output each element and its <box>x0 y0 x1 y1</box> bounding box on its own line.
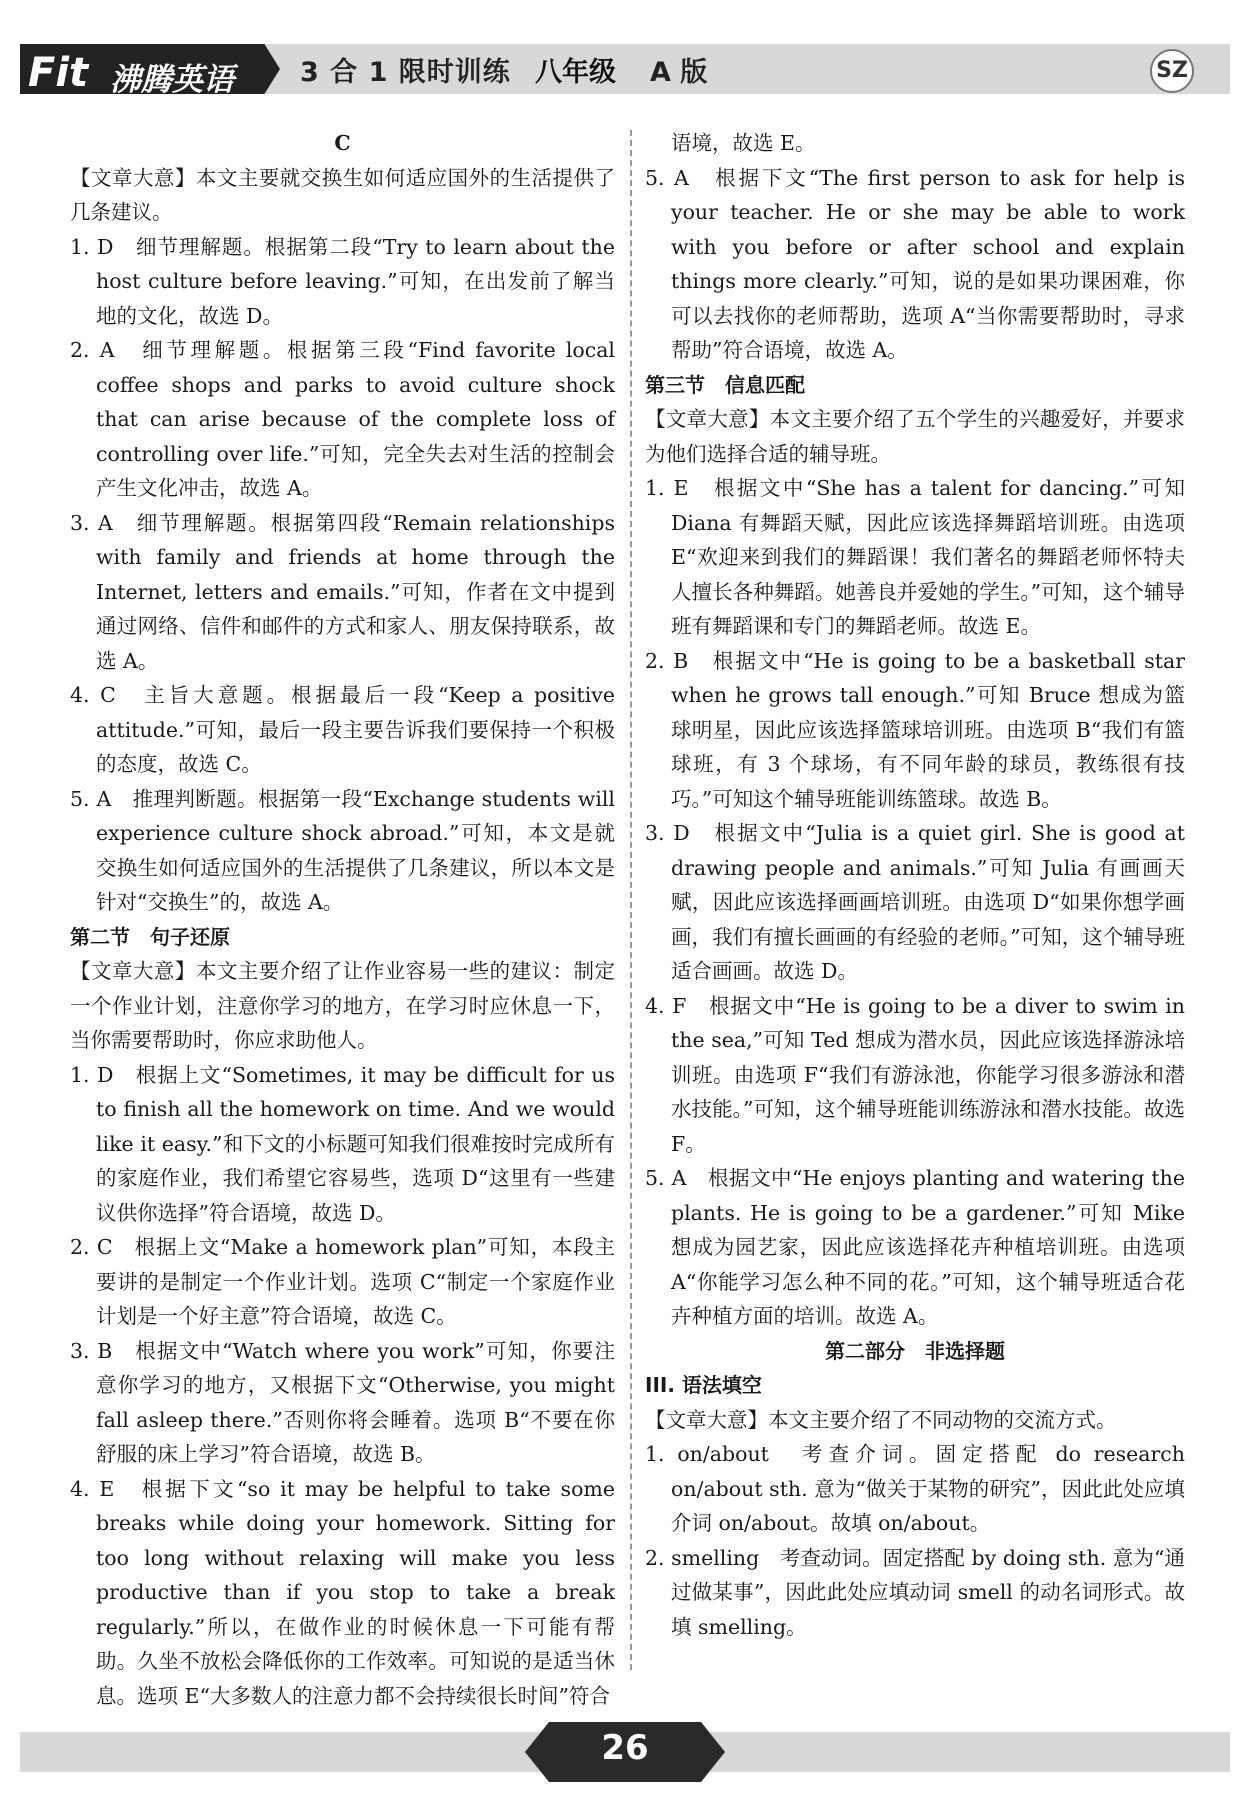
answer-s3-4: 4. F 根据文中“He is going to be a diver to swim in the sea,”可知 Ted 想成为潜水员，因此应该选择游泳培训班。由选项 F“我们有游泳池，你能学习很多游泳和潜水技能。”可知，这个辅导班能训练游泳和潜水技能。故选 F。 <box>645 993 1185 1156</box>
region-badge: SZ <box>1150 49 1194 93</box>
answer-s2-5: 5. A 根据下文“The first person to ask for help is your teacher. He or she may be able to work with you before or after school and explain things more clearly.”可知，说的是如果功课困难，你可以去找你的老师帮助，选项 A“当你需要帮助时，寻求帮助”符合语境，故选 A。 <box>645 165 1185 362</box>
answer-s2-2: 2. C 根据上文“Make a homework plan”可知，本段主要讲的是制定一个作业计划。选项 C“制定一个家庭作业计划是一个好主意”符合语境，故选 C。 <box>70 1235 615 1328</box>
header-grade: 八年级 <box>535 57 616 88</box>
summary-grammar: 【文章大意】本文主要介绍了不同动物的交流方式。 <box>645 1407 1117 1432</box>
answer-s2-1: 1. D 根据上文“Sometimes, it may be difficult for us to finish all the homework on time. And we would like it easy.”和下文的小标题可知我们很难按时完成所有的家庭作业，我们希望它容易些，选项 D“这里有一些建议供你选择”符合语境，故选 D。 <box>70 1062 615 1225</box>
section-c-heading: C <box>334 131 351 155</box>
section-3-heading: 第三节 信息匹配 <box>645 372 805 397</box>
column-divider <box>630 130 632 1670</box>
page-number: 26 <box>601 1728 649 1768</box>
answer-s3-3: 3. D 根据文中“Julia is a quiet girl. She is good at drawing people and animals.”可知 Julia 有画画天赋，因此应该选择画画培训班。由选项 D“如果你想学画画，我们有擅长画画的有经验的老师。”可知，这个辅导班适合画画。故选 D。 <box>645 821 1185 983</box>
grammar-fill-heading: III. 语法填空 <box>645 1373 762 1397</box>
answer-g1: 1. on/about 考查介词。固定搭配 do research on/about sth. 意为“做关于某物的研究”，因此此处应填介词 on/about。故填 on/about。 <box>645 1442 1185 1535</box>
left-column <box>70 126 615 1713</box>
logo-fit: Fit <box>28 50 89 96</box>
logo-brand: 沸腾英语 <box>110 62 234 98</box>
section-2-heading: 第二节 句子还原 <box>70 924 230 949</box>
right-column <box>645 126 1185 1644</box>
answer-s3-5: 5. A 根据文中“He enjoys planting and watering the plants. He is going to be a gardener.”可知 Mike 想成为园艺家，因此应该选择花卉种植培训班。由选项 A“你能学习怎么种不同的花。”可知，这个辅导班适合花卉种植方面的培训。故选 A。 <box>645 1166 1185 1328</box>
answer-s2-3: 3. B 根据文中“Watch where you work”可知，你要注意你学习的地方，又根据下文“Otherwise, you might fall asleep there.”否则你将会睡着。选项 B“不要在你舒服的床上学习”符合语境，故选 B。 <box>70 1338 615 1466</box>
answer-c4: 4. C 主旨大意题。根据最后一段“Keep a positive attitude.”可知，最后一段主要告诉我们要保持一个积极的态度，故选 C。 <box>70 683 615 776</box>
answer-s3-2: 2. B 根据文中“He is going to be a basketball star when he grows tall enough.”可知 Bruce 想成为篮球明星，因此应该选择篮球培训班。由选项 B“我们有篮球班，有 3 个球场，有不同年龄的球员，教练很有技巧。”可知这个辅导班能训练篮球。故选 B。 <box>645 648 1185 811</box>
header-version: A 版 <box>650 57 708 88</box>
answer-s3-1: 1. E 根据文中“She has a talent for dancing.”可知 Diana 有舞蹈天赋，因此应该选择舞蹈培训班。由选项 E“欢迎来到我们的舞蹈课！我们著名的舞蹈老师怀特夫人擅长各种舞蹈。她善良并爱她的学生。”可知，这个辅导班有舞蹈课和专门的舞蹈老师。故选 E。 <box>645 476 1185 638</box>
part-2-heading: 第二部分 非选择题 <box>825 1338 1005 1363</box>
answer-c2: 2. A 细节理解题。根据第三段“Find favorite local coffee shops and parks to avoid culture shock that can arise because of the complete loss of controlling over life.”可知，完全失去对生活的控制会产生文化冲击，故选 A。 <box>70 338 615 500</box>
answer-c1: 1. D 细节理解题。根据第二段“Try to learn about the host culture before leaving.”可知，在出发前了解当地的文化，故选 D。 <box>70 234 615 328</box>
answer-c3: 3. A 细节理解题。根据第四段“Remain relationships with family and friends at home through the Internet, letters and emails.”可知，作者在文中提到通过网络、信件和邮件的方式和家人、朋友保持联系，故选 A。 <box>70 510 615 673</box>
summary-section-3: 【文章大意】本文主要介绍了五个学生的兴趣爱好，并要求为他们选择合适的辅导班。 <box>645 407 1185 466</box>
summary-section-2: 【文章大意】本文主要介绍了让作业容易一些的建议：制定一个作业计划，注意你学习的地方，在学习时应休息一下，当你需要帮助时，你应求助他人。 <box>70 959 615 1052</box>
summary-c: 【文章大意】本文主要就交换生如何适应国外的生活提供了几条建议。 <box>70 165 615 224</box>
header-title: 3 合 1 限时训练 <box>300 57 511 88</box>
answer-g2: 2. smelling 考查动词。固定搭配 by doing sth. 意为“通过做某事”，因此此处应填动词 smell 的动名词形式。故填 smelling。 <box>645 1545 1185 1639</box>
answer-s2-4-cont: 语境，故选 E。 <box>671 131 816 155</box>
answer-s2-4: 4. E 根据下文“so it may be helpful to take some breaks while doing your homework. Sitting for too long without relaxing will make you less productive than if you stop to take a break regularly.”所以，在做作业的时候休息一下可能有帮助。久坐不放松会降低你的工作效率。可知说的是适当休息。选项 E“大多数人的注意力都不会持续很长时间”符合 <box>70 1476 615 1708</box>
answer-c5: 5. A 推理判断题。根据第一段“Exchange students will experience culture shock abroad.”可知，本文是就交换生如何适应国外的生活提供了几条建议，所以本文是针对“交换生”的，故选 A。 <box>70 786 615 914</box>
